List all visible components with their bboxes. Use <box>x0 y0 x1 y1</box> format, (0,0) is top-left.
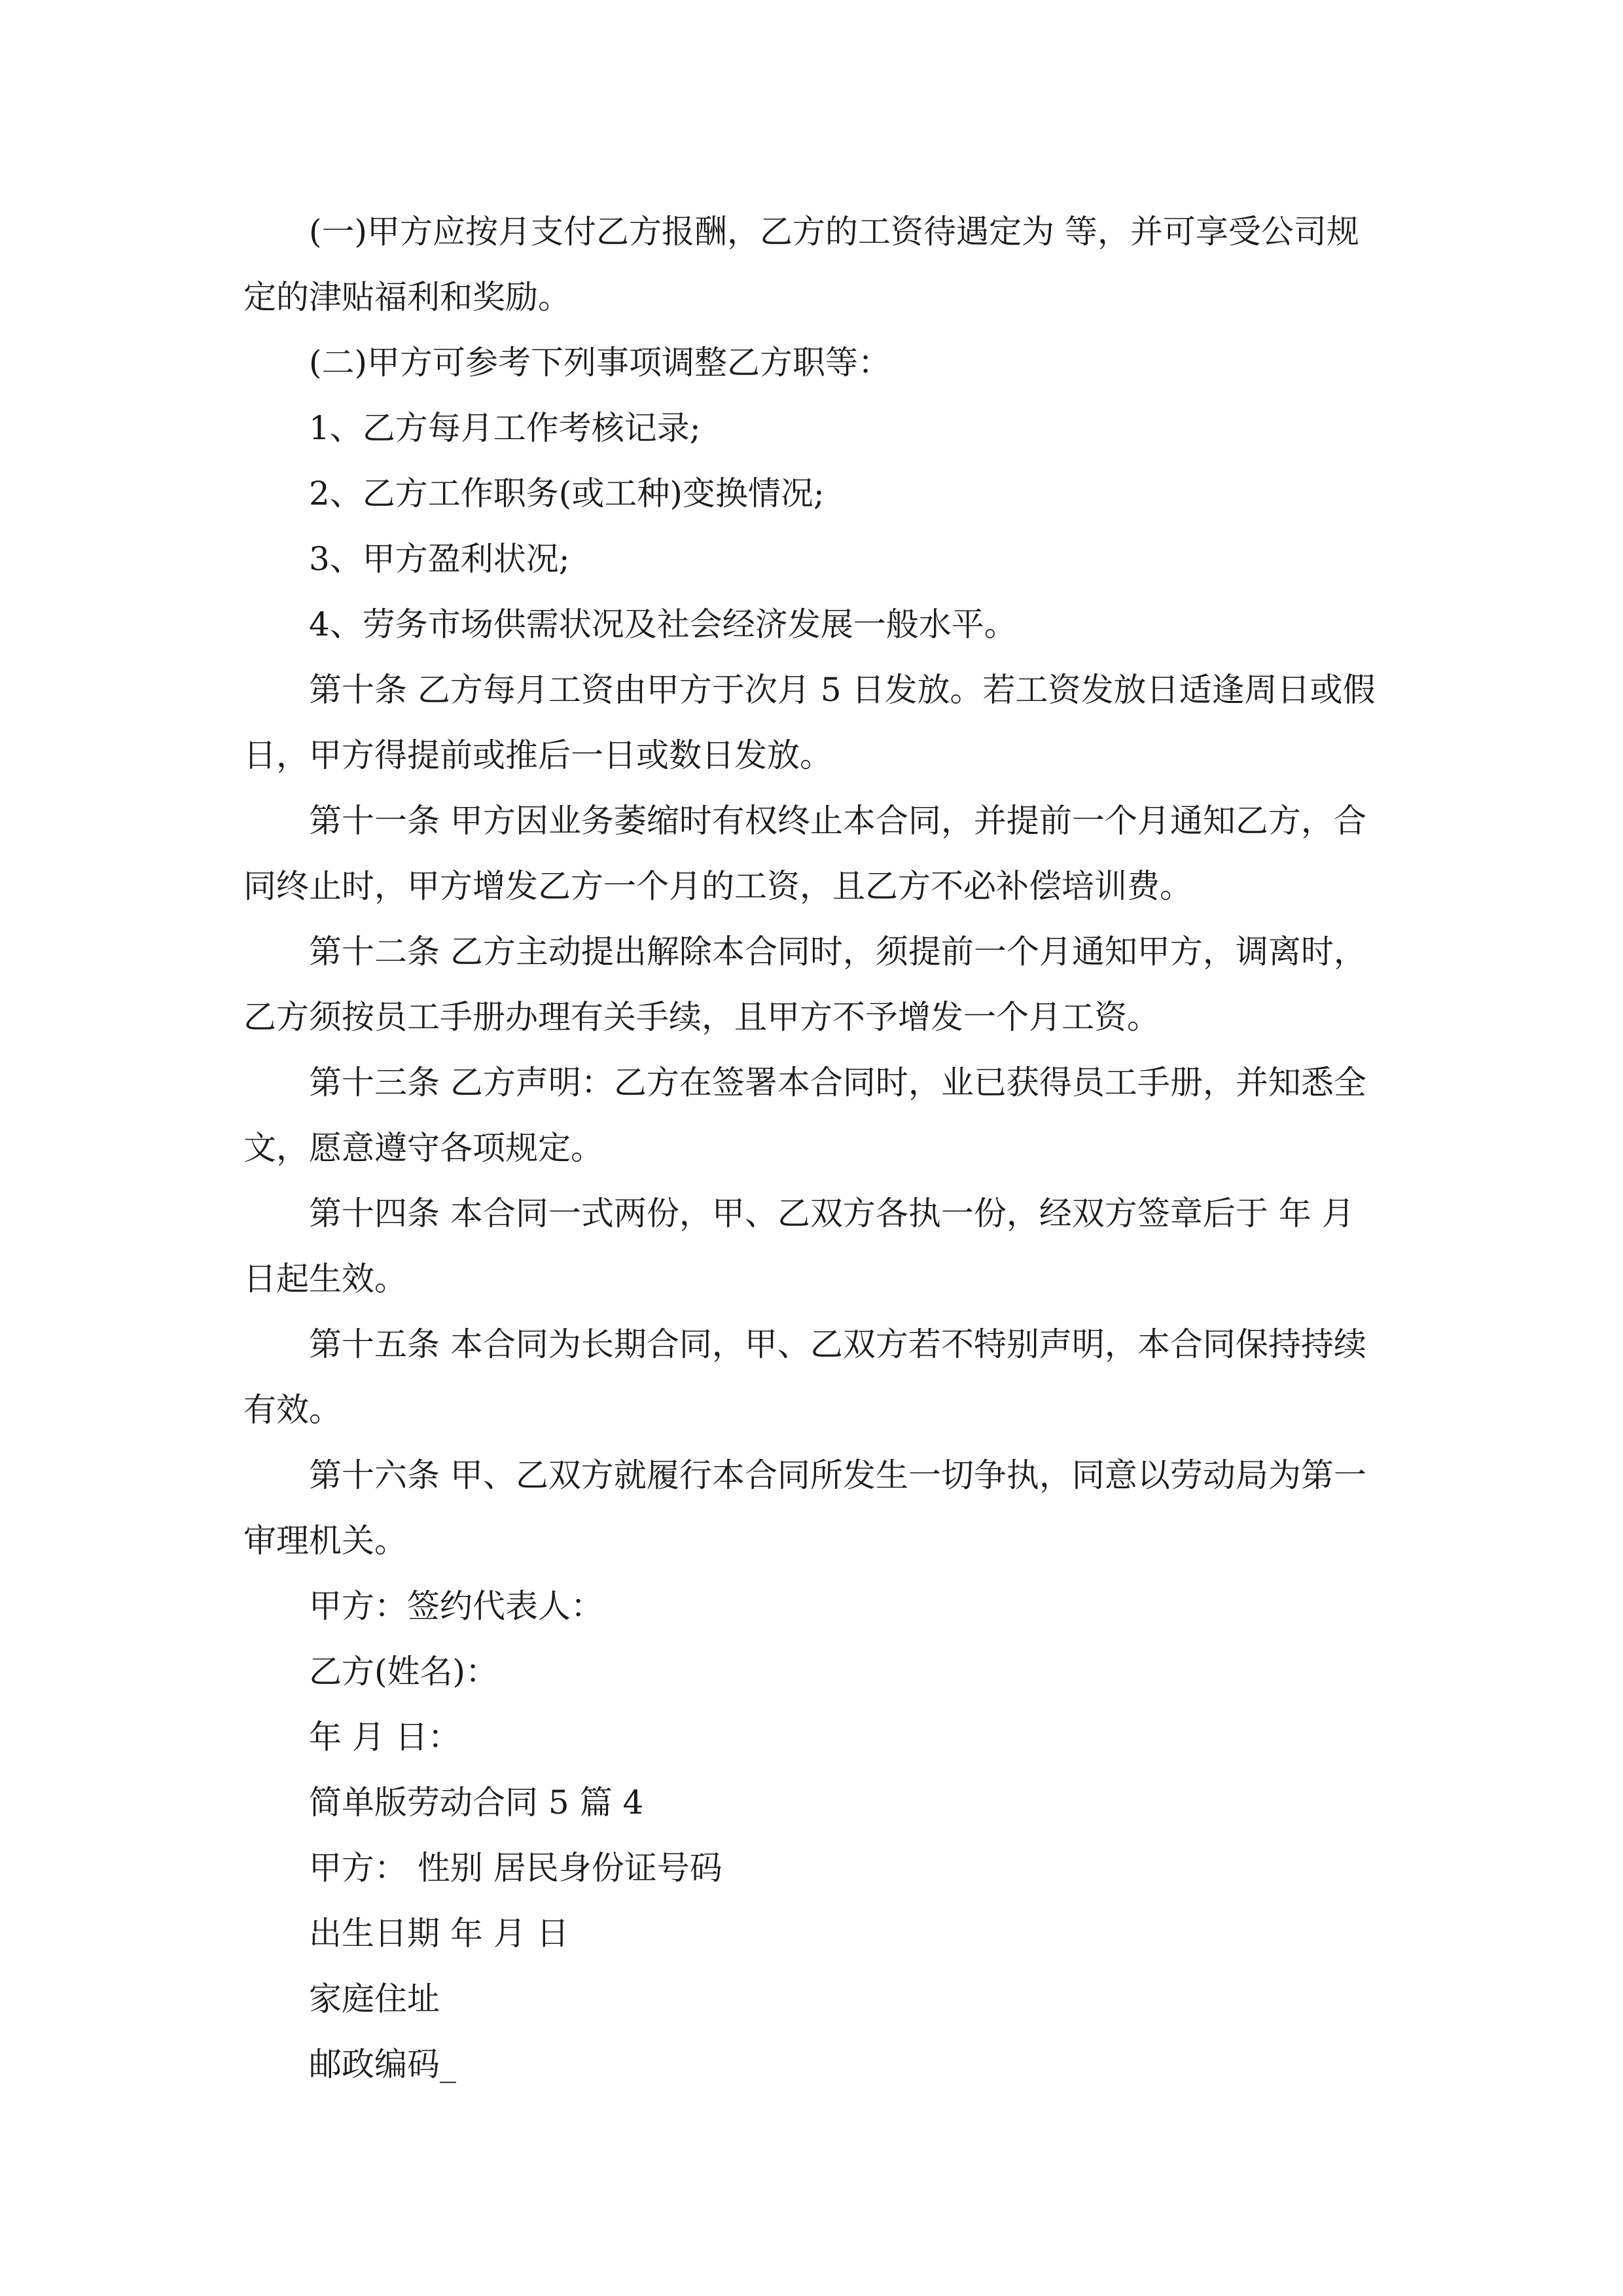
text-line-9: 日，甲方得提前或推后一日或数日发放。 <box>243 736 832 774</box>
text-line-16: 第十四条 本合同一式两份，甲、乙双方各执一份，经双方签章后于 年 月 <box>309 1194 1355 1232</box>
text-line-27: 出生日期 年 月 日 <box>309 1914 569 1952</box>
text-line-17: 日起生效。 <box>243 1260 407 1298</box>
text-line-21: 审理机关。 <box>243 1522 407 1560</box>
text-line-8: 第十条 乙方每月工资由甲方于次月 5 日发放。若工资发放日适逢周日或假 <box>309 671 1376 709</box>
text-line-25: 简单版劳动合同 5 篇 4 <box>309 1784 644 1821</box>
text-line-19: 有效。 <box>243 1391 342 1429</box>
text-line-1: (一)甲方应按月支付乙方报酬，乙方的工资待遇定为 等，并可享受公司规 <box>309 213 1359 251</box>
text-line-7: 4、劳务市场供需状况及社会经济发展一般水平。 <box>309 605 1017 643</box>
text-line-4: 1、乙方每月工作考核记录; <box>309 409 701 447</box>
text-line-6: 3、甲方盈利状况; <box>309 540 570 578</box>
text-line-10: 第十一条 甲方因业务萎缩时有权终止本合同，并提前一个月通知乙方，合 <box>309 802 1366 840</box>
text-line-11: 同终止时，甲方增发乙方一个月的工资，且乙方不必补偿培训费。 <box>243 867 1192 905</box>
text-line-24: 年 月 日： <box>309 1718 461 1756</box>
text-line-23: 乙方(姓名)： <box>309 1653 499 1691</box>
text-line-22: 甲方：签约代表人： <box>309 1587 603 1625</box>
text-line-13: 乙方须按员工手册办理有关手续，且甲方不予增发一个月工资。 <box>243 998 1160 1036</box>
text-line-12: 第十二条 乙方主动提出解除本合同时，须提前一个月通知甲方，调离时， <box>309 933 1366 971</box>
text-line-5: 2、乙方工作职务(或工种)变换情况; <box>309 475 825 512</box>
document-body <box>243 199 1382 2097</box>
text-line-26: 甲方： 性别 居民身份证号码 <box>309 1849 722 1887</box>
text-line-28: 家庭住址 <box>309 1980 440 2018</box>
text-line-20: 第十六条 甲、乙双方就履行本合同所发生一切争执，同意以劳动局为第一 <box>309 1456 1366 1494</box>
text-line-15: 文，愿意遵守各项规定。 <box>243 1129 603 1167</box>
text-line-29: 邮政编码_ <box>309 2045 456 2083</box>
text-line-14: 第十三条 乙方声明：乙方在签署本合同时，业已获得员工手册，并知悉全 <box>309 1064 1366 1102</box>
text-line-18: 第十五条 本合同为长期合同，甲、乙双方若不特别声明，本合同保持持续 <box>309 1325 1366 1363</box>
text-line-2: 定的津贴福利和奖励。 <box>243 278 571 316</box>
text-line-3: (二)甲方可参考下列事项调整乙方职等： <box>309 344 891 382</box>
